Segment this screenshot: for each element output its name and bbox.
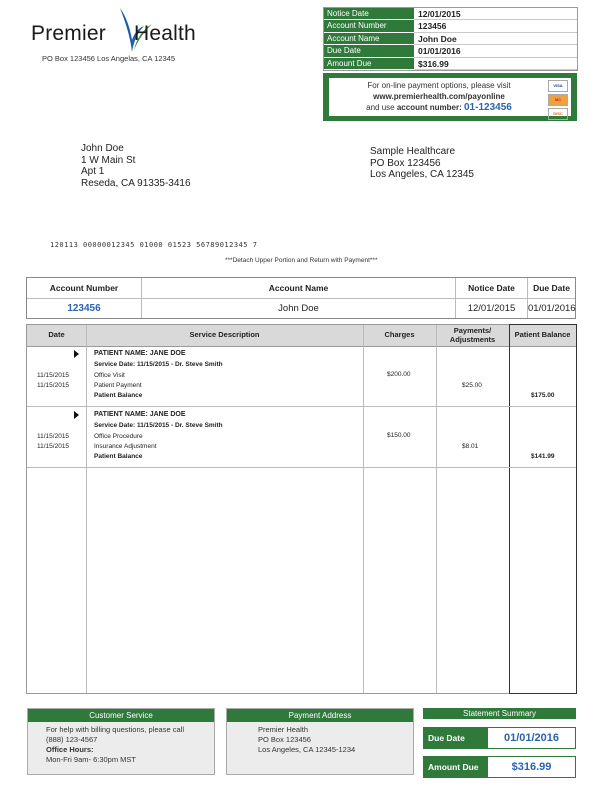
- card-icons: [548, 80, 568, 122]
- line-date: 11/15/2015: [37, 372, 70, 379]
- account-table-value: 12/01/2015: [467, 303, 516, 314]
- remit-address: [370, 146, 474, 181]
- payment-line-1: For on-line payment options, please visit: [367, 81, 511, 90]
- info-value: $316.99: [414, 58, 577, 70]
- online-payment-inner: [329, 78, 571, 116]
- info-value: 01/01/2016: [414, 45, 577, 57]
- summary-due-date-value: 01/01/2016: [503, 732, 560, 744]
- address-line: John Doe: [81, 143, 124, 154]
- address-line: Los Angeles, CA 12345: [370, 169, 474, 180]
- payment-account-number: 01-123456: [464, 102, 512, 113]
- row-separator: [27, 406, 576, 407]
- account-table: [26, 277, 576, 319]
- payment-address-text: [227, 722, 413, 755]
- statement-summary-title: Statement Summary: [423, 708, 576, 719]
- info-row-due-date: [324, 45, 577, 57]
- summary-due-date-label: Due Date: [424, 728, 488, 748]
- discover-card-icon: DISC: [548, 108, 568, 120]
- info-value: 12/01/2015: [414, 8, 577, 20]
- payment-line-3-bold: account number:: [396, 103, 462, 112]
- online-payment-box: [323, 73, 577, 121]
- mastercard-card-icon: MC: [548, 94, 568, 106]
- line-date: 11/15/2015: [37, 382, 70, 389]
- info-row-account-name: [324, 33, 577, 45]
- office-hours: Mon-Fri 9am- 6:30pm MST: [46, 755, 137, 764]
- info-label: Account Name: [324, 33, 414, 45]
- summary-amount-due-value: $316.99: [511, 761, 552, 773]
- customer-service-phone: (888) 123-4567: [46, 735, 98, 744]
- payment-line-3-prefix: and use: [366, 103, 395, 112]
- patient-balance-column-outline: [509, 324, 577, 694]
- logo-word-premier: Premier: [31, 22, 106, 45]
- header-date: Date: [48, 330, 65, 340]
- info-row-notice-date: [324, 8, 577, 20]
- header-info-box: [323, 7, 578, 71]
- patient-name: PATIENT NAME: JANE DOE: [94, 350, 186, 357]
- summary-amount-due: [423, 756, 576, 778]
- patient-balance-value: $141.99: [531, 453, 555, 460]
- address-line: PO Box 123456: [370, 157, 441, 169]
- visa-card-icon: VISA: [548, 80, 568, 92]
- service-date: Service Date: 11/15/2015 - Dr. Steve Smith: [94, 361, 223, 368]
- expand-triangle-icon[interactable]: [74, 411, 79, 419]
- account-table-header: Notice Date: [456, 278, 527, 299]
- header-charges: Charges: [384, 330, 415, 340]
- logo-address: PO Box 123456 Los Angelas, CA 12345: [42, 54, 176, 63]
- info-label: Account Number: [324, 20, 414, 32]
- line-charge: $200.00: [387, 371, 411, 378]
- account-table-value: 123456: [67, 303, 101, 314]
- info-label: Notice Date: [324, 8, 414, 20]
- line-description: Patient Payment: [94, 382, 142, 389]
- address-line: Sample Healthcare: [370, 146, 456, 157]
- payment-address-line: Premier Health: [258, 725, 309, 734]
- address-line: Apt 1: [81, 166, 105, 177]
- summary-amount-due-label: Amount Due: [424, 757, 488, 777]
- office-hours-label: Office Hours:: [46, 745, 94, 754]
- column-divider: [363, 325, 364, 693]
- payment-address-title: Payment Address: [227, 709, 413, 722]
- info-label: Amount Due: [324, 58, 414, 70]
- info-value: 123456: [414, 20, 577, 32]
- account-table-value: John Doe: [278, 303, 319, 314]
- summary-due-date: [423, 727, 576, 749]
- customer-service-text: [28, 722, 214, 765]
- patient-address: [81, 143, 191, 189]
- line-payment: $8.01: [462, 443, 479, 450]
- payment-line-3: [329, 102, 549, 113]
- line-date: 11/15/2015: [37, 443, 70, 450]
- expand-triangle-icon[interactable]: [74, 350, 79, 358]
- line-description: Insurance Adjustment: [94, 443, 157, 450]
- address-line: Reseda, CA 91335-3416: [81, 177, 191, 189]
- account-table-header: Account Number: [27, 278, 141, 299]
- patient-balance-value: $175.00: [531, 392, 555, 399]
- row-separator: [27, 467, 576, 468]
- patient-balance-label: Patient Balance: [94, 453, 143, 460]
- account-name-column: [142, 278, 456, 318]
- customer-service-title: Customer Service: [28, 709, 214, 722]
- payment-url-link[interactable]: www.premierhealth.com/payonline: [373, 92, 505, 101]
- line-description: Office Visit: [94, 372, 125, 379]
- logo-word-health: Health: [134, 22, 196, 45]
- ocr-scan-line: 120113 00000012345 01000 01523 56789012345 7: [50, 241, 258, 249]
- account-number-column: [27, 278, 142, 318]
- patient-balance-label: Patient Balance: [94, 392, 143, 399]
- header-service-description: Service Description: [189, 330, 260, 340]
- patient-name: PATIENT NAME: JANE DOE: [94, 411, 186, 418]
- address-line: 1 W Main St: [81, 154, 136, 166]
- info-value: John Doe: [414, 33, 577, 45]
- column-divider: [436, 325, 437, 693]
- line-description: Office Procedure: [94, 433, 143, 440]
- statement-table: [26, 324, 577, 694]
- logo: [30, 6, 205, 52]
- line-charge: $150.00: [387, 432, 411, 439]
- info-row-amount-due: [324, 58, 577, 70]
- payment-address-box: [226, 708, 414, 775]
- due-date-column: [528, 278, 575, 318]
- line-date: 11/15/2015: [37, 433, 70, 440]
- payment-address-line: PO Box 123456: [258, 735, 311, 744]
- service-date: Service Date: 11/15/2015 - Dr. Steve Smith: [94, 422, 223, 429]
- info-label: Due Date: [324, 45, 414, 57]
- header-payments-adjustments: Payments/ Adjustments: [449, 326, 496, 344]
- column-divider: [86, 325, 87, 693]
- notice-date-column: [456, 278, 528, 318]
- account-table-header: Account Name: [142, 278, 455, 299]
- customer-service-line: For help with billing questions, please call: [46, 725, 184, 734]
- customer-service-box: [27, 708, 215, 775]
- account-table-header: Due Date: [528, 278, 575, 299]
- line-payment: $25.00: [462, 382, 482, 389]
- detach-instruction: ***Detach Upper Portion and Return with Payment***: [225, 257, 378, 264]
- payment-address-line: Los Angeles, CA 12345-1234: [258, 745, 356, 754]
- account-table-value: 01/01/2016: [528, 303, 576, 314]
- info-row-account-number: [324, 20, 577, 32]
- header-patient-balance: Patient Balance: [514, 330, 571, 340]
